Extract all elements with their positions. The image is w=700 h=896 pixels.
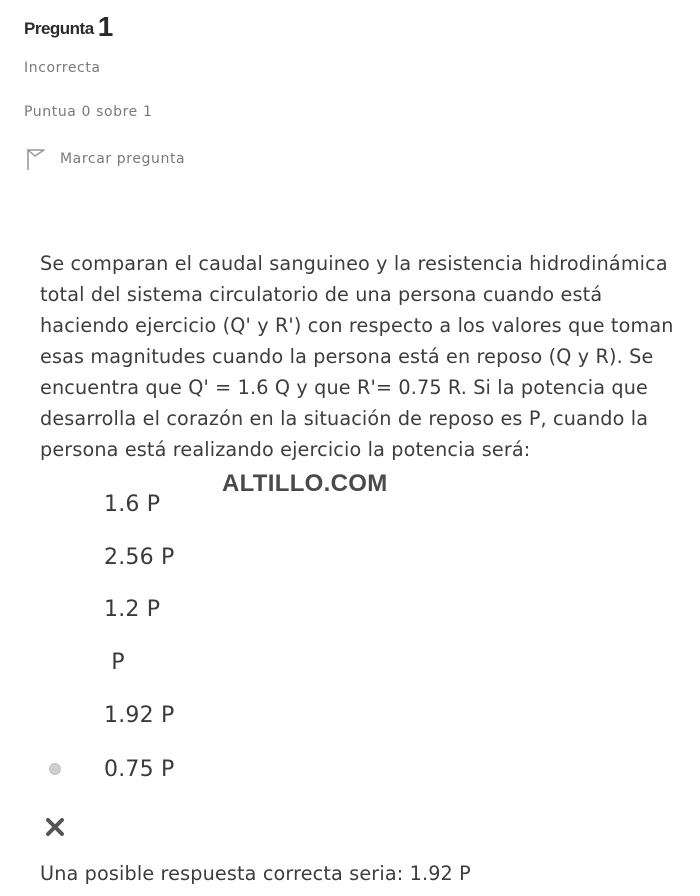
- answer-label: P: [104, 649, 125, 675]
- flag-icon: [24, 147, 48, 171]
- flag-question-label: Marcar pregunta: [60, 151, 186, 167]
- answer-option[interactable]: [40, 642, 440, 682]
- answer-option[interactable]: [40, 695, 440, 735]
- answer-label: 1.6 P: [104, 491, 161, 517]
- question-status: Incorrecta: [24, 60, 101, 76]
- question-grade: Puntua 0 sobre 1: [24, 104, 153, 120]
- flag-question-button[interactable]: [24, 147, 185, 171]
- answer-label: 1.92 P: [104, 702, 175, 728]
- cross-icon: [44, 816, 66, 838]
- question-title-word: Pregunta: [24, 19, 94, 38]
- correct-answer-feedback: Una posible respuesta correcta seria: 1.92 P: [40, 862, 471, 885]
- question-text-line: desarrolla el corazón en la situación de reposo es P, cuando la: [40, 407, 649, 430]
- question-text-line: esas magnitudes cuando la persona está en reposo (Q y R). Se: [40, 345, 654, 368]
- question-text-line: encuentra que Q' = 1.6 Q y que R'= 0.75 R. Si la potencia que: [40, 376, 649, 399]
- answer-label: 2.56 P: [104, 544, 175, 570]
- question-text-line: Se comparan el caudal sanguineo y la resistencia hidrodinámica: [40, 252, 668, 275]
- question-text-line: total del sistema circulatorio de una persona cuando está: [40, 283, 603, 306]
- question-info-panel: [24, 11, 284, 167]
- answer-option[interactable]: [40, 589, 440, 629]
- question-text: [40, 248, 688, 465]
- answer-option-selected[interactable]: [40, 749, 440, 789]
- answer-radio-selected[interactable]: [49, 763, 61, 775]
- answer-label: 0.75 P: [104, 756, 175, 782]
- watermark: ALTILLO.COM: [222, 470, 388, 497]
- question-text-line: persona está realizando ejercicio la potencia será:: [40, 438, 531, 461]
- answer-option[interactable]: [40, 537, 440, 577]
- question-text-line: haciendo ejercicio (Q' y R') con respecto a los valores que toman: [40, 314, 674, 337]
- answer-label: 1.2 P: [104, 596, 161, 622]
- question-number: 1: [97, 11, 113, 42]
- answer-option[interactable]: [40, 484, 440, 524]
- question-title: [24, 12, 284, 42]
